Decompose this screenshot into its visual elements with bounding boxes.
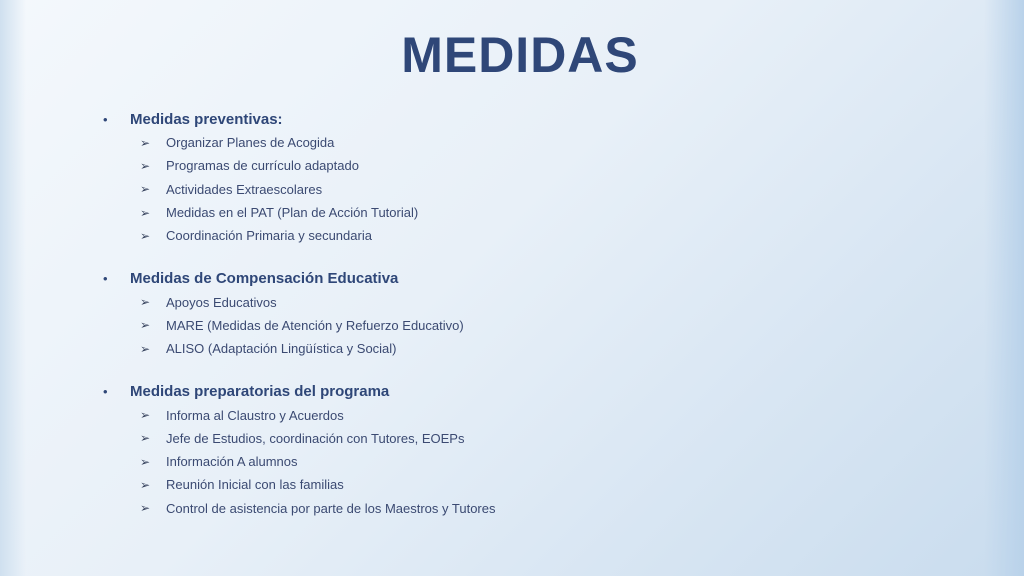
list-item-label: Control de asistencia por parte de los Maestros y Tutores bbox=[166, 500, 496, 516]
list-item-label: Organizar Planes de Acogida bbox=[166, 135, 335, 151]
item-list bbox=[103, 403, 983, 519]
list-item bbox=[103, 403, 983, 426]
section-title: Medidas preparatorias del programa bbox=[130, 383, 390, 401]
section-title: Medidas preventivas: bbox=[130, 111, 283, 128]
list-item bbox=[103, 337, 983, 360]
list-item-label: Información A alumnos bbox=[166, 454, 298, 470]
slide-left-edge bbox=[0, 0, 26, 576]
list-item-label: Programas de currículo adaptado bbox=[166, 158, 359, 174]
arrow-bullet-icon: ➢ bbox=[140, 454, 151, 469]
list-item-label: Coordinación Primaria y secundaria bbox=[166, 228, 372, 244]
section-header bbox=[103, 380, 983, 403]
arrow-bullet-icon: ➢ bbox=[140, 408, 151, 423]
list-item-label: Informa al Claustro y Acuerdos bbox=[166, 407, 344, 423]
list-item-label: Reunión Inicial con las familias bbox=[166, 477, 344, 493]
list-item bbox=[103, 154, 983, 177]
bullet-icon: • bbox=[103, 112, 108, 127]
list-item bbox=[103, 497, 983, 520]
arrow-bullet-icon: ➢ bbox=[140, 205, 151, 220]
arrow-bullet-icon: ➢ bbox=[140, 318, 151, 333]
list-item bbox=[103, 473, 983, 496]
bullet-icon: • bbox=[103, 271, 108, 287]
list-item-label: MARE (Medidas de Atención y Refuerzo Educativo) bbox=[166, 317, 464, 333]
bullet-icon: • bbox=[103, 384, 108, 400]
section-preparatory bbox=[103, 380, 983, 519]
slide-right-edge bbox=[984, 0, 1024, 576]
list-item bbox=[103, 131, 983, 154]
arrow-bullet-icon: ➢ bbox=[140, 431, 151, 446]
section-header bbox=[103, 267, 983, 290]
arrow-bullet-icon: ➢ bbox=[140, 295, 151, 310]
arrow-bullet-icon: ➢ bbox=[140, 501, 151, 516]
list-item bbox=[103, 314, 983, 337]
section-compensation bbox=[103, 267, 983, 360]
item-list bbox=[103, 290, 983, 360]
list-item bbox=[103, 450, 983, 473]
slide-content bbox=[103, 108, 983, 540]
section-title: Medidas de Compensación Educativa bbox=[130, 270, 399, 288]
list-item bbox=[103, 224, 983, 247]
arrow-bullet-icon: ➢ bbox=[140, 341, 151, 356]
section-header bbox=[103, 108, 983, 131]
arrow-bullet-icon: ➢ bbox=[140, 228, 151, 243]
list-item bbox=[103, 201, 983, 224]
list-item bbox=[103, 290, 983, 313]
list-item bbox=[103, 178, 983, 201]
list-item-label: Apoyos Educativos bbox=[166, 294, 277, 310]
list-item-label: Actividades Extraescolares bbox=[166, 181, 323, 197]
section-preventive bbox=[103, 108, 983, 247]
arrow-bullet-icon: ➢ bbox=[140, 158, 151, 173]
item-list bbox=[103, 131, 983, 247]
list-item bbox=[103, 427, 983, 450]
arrow-bullet-icon: ➢ bbox=[140, 182, 151, 197]
arrow-bullet-icon: ➢ bbox=[140, 477, 151, 492]
slide-title: MEDIDAS bbox=[401, 27, 639, 83]
list-item-label: Medidas en el PAT (Plan de Acción Tutorial) bbox=[166, 205, 419, 221]
arrow-bullet-icon: ➢ bbox=[140, 135, 151, 150]
list-item-label: Jefe de Estudios, coordinación con Tutores, EOEPs bbox=[166, 430, 465, 446]
list-item-label: ALISO (Adaptación Lingüística y Social) bbox=[166, 341, 397, 357]
